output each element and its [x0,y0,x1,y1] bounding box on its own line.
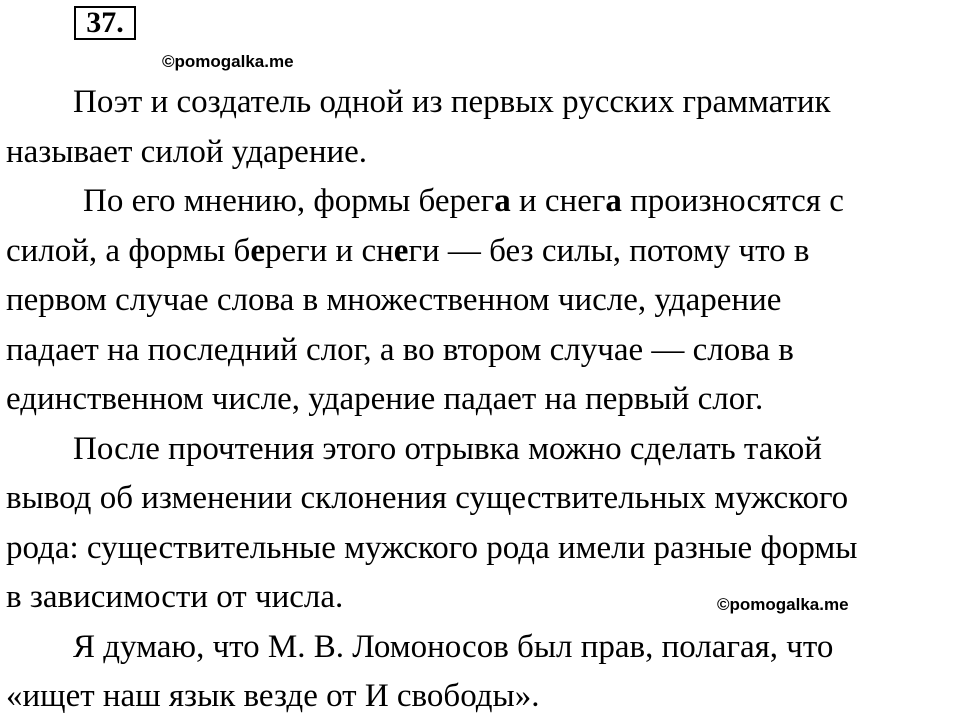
stress-vowel-snegi: е [393,232,409,269]
paragraph-2-line-3: первом случае слова в множественном числе, ударение [6,282,782,318]
watermark-top: ©pomogalka.me [162,52,294,71]
paragraph-2-line-1 [6,177,954,227]
p2-text-a: По его мнению, формы берег [83,183,495,219]
watermark-bottom: ©pomogalka.me [717,595,849,614]
p2-l2-text-c: реги и сн [264,232,394,269]
p2-l2-text-e: ги — без силы, потому что в [408,232,810,269]
paragraph-3-line-1: После прочтения этого отрывка можно сделать такой [73,430,822,467]
paragraph-3-line-3: рода: существительные мужского рода имели разные формы [6,529,858,566]
paragraph-4-line-2: «ищет наш язык везде от И свободы». [6,678,540,714]
task-number-box [74,6,136,40]
p2-text-c: и снег [510,183,606,219]
stress-vowel-snega: а [605,183,622,219]
paragraph-3-line-4: в зависимости от числа. [6,579,344,615]
stress-vowel-beregi: е [250,232,265,269]
task-number: 37. [86,6,124,39]
p2-l2-text-a: силой, а формы б [6,232,251,269]
paragraph-2-line-2 [6,227,954,277]
answer-text [6,78,954,722]
stress-vowel-berega: а [494,183,511,219]
paragraph-2-line-5: единственном числе, ударение падает на первый слог. [6,381,764,417]
paragraph-4-line-1: Я думаю, что М. В. Ломоносов был прав, полагая, что [73,628,834,665]
paragraph-3-line-2: вывод об изменении склонения существительных мужского [6,480,849,516]
paragraph-2-line-4: падает на последний слог, а во втором случае — слова в [6,331,794,368]
paragraph-1-line-2: называет силой ударение. [6,133,368,170]
paragraph-1-line-1: Поэт и создатель одной из первых русских грамматик [73,84,831,120]
p2-text-e: произносятся с [621,183,844,219]
